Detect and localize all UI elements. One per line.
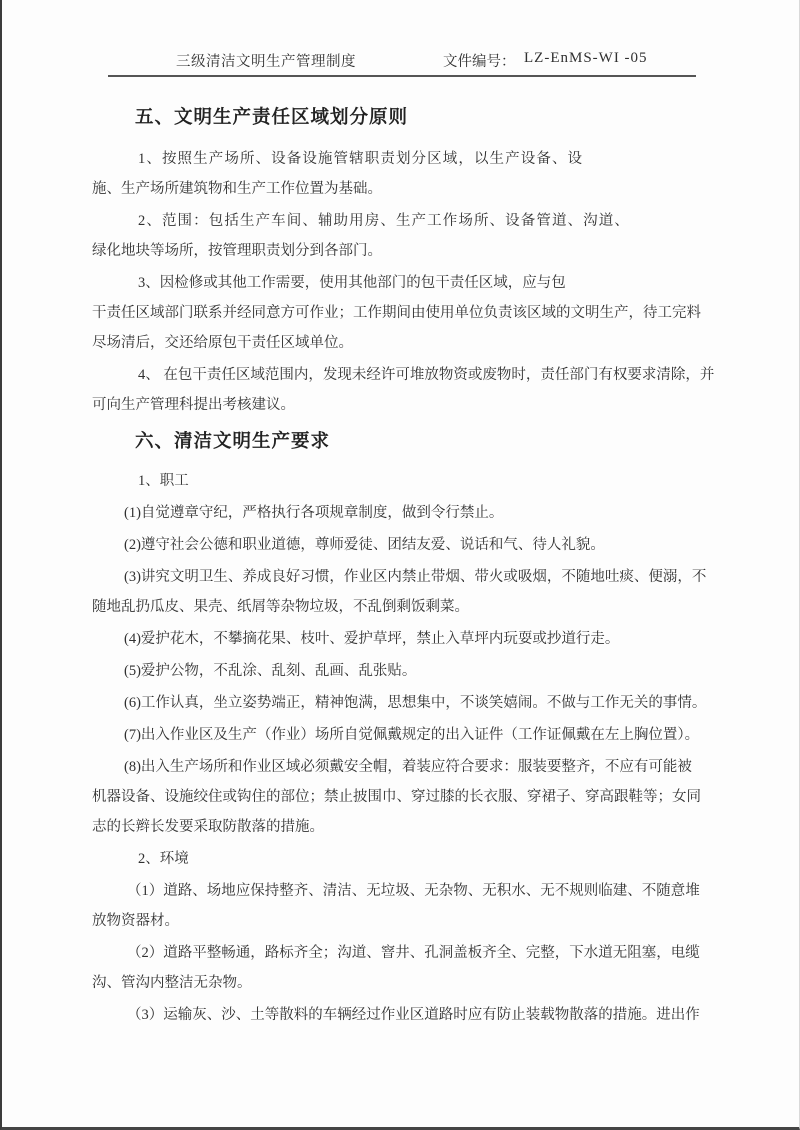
paragraph xyxy=(92,938,714,998)
paragraph-line: 1、按照生产场所、设备设施管辖职责划分区域，以生产设备、设 xyxy=(138,151,584,167)
paragraph xyxy=(92,360,714,420)
sub-heading xyxy=(92,466,714,496)
header-document-title: 三级清洁文明生产管理制度 xyxy=(176,54,356,70)
paragraph-line: 干责任区域部门联系并经同意方可作业；工作期间由使用单位负责该区域的文明生产，待工完料 xyxy=(92,305,701,321)
paragraph-line: 随地乱扔瓜皮、果壳、纸屑等杂物垃圾，不乱倒剩饭剩菜。 xyxy=(92,599,469,615)
paragraph xyxy=(92,752,714,842)
section-heading: 六、清洁文明生产要求 xyxy=(135,432,331,452)
paragraph xyxy=(92,144,714,204)
header-rule xyxy=(108,75,696,77)
paragraph xyxy=(92,1000,714,1030)
paragraph-line: 2、环境 xyxy=(138,851,189,867)
paragraph-line: （2）道路平整畅通，路标齐全；沟道、窨井、孔洞盖板齐全、完整，下水道无阻塞，电缆 xyxy=(127,945,700,961)
paragraph-line: 3、因检修或其他工作需要，使用其他部门的包干责任区域，应与包 xyxy=(138,275,566,291)
paragraph-line: 放物资器材。 xyxy=(92,913,179,929)
paragraph-line: 可向生产管理科提出考核建议。 xyxy=(92,397,295,413)
paragraph xyxy=(92,720,714,750)
paragraph-line: （1）道路、场地应保持整齐、清洁、无垃圾、无杂物、无积水、无不规则临建、不随意堆 xyxy=(127,883,700,899)
header-doc-number-label: 文件编号： xyxy=(443,54,516,70)
paragraph-line: (6)工作认真，坐立姿势端正，精神饱满，思想集中，不谈笑嬉闹。不做与工作无关的事情。 xyxy=(124,695,707,711)
section-heading: 五、文明生产责任区域划分原则 xyxy=(135,108,409,128)
paragraph xyxy=(92,530,714,560)
paragraph xyxy=(92,624,714,654)
paragraph xyxy=(92,876,714,936)
paragraph-line: (4)爱护花木，不攀摘花果、枝叶、爱护草坪，禁止入草坪内玩耍或抄道行走。 xyxy=(124,631,620,647)
paragraph-line: 绿化地块等场所，按管理职责划分到各部门。 xyxy=(92,243,382,259)
paragraph-line: 尽场清后，交还给原包干责任区域单位。 xyxy=(92,335,353,351)
paragraph-line: 沟、管沟内整洁无杂物。 xyxy=(92,975,252,991)
paragraph-line: （3）运输灰、沙、土等散料的车辆经过作业区道路时应有防止装载物散落的措施。进出作 xyxy=(127,1007,700,1023)
paragraph-line: 施、生产场所建筑物和生产工作位置为基础。 xyxy=(92,181,382,197)
paragraph xyxy=(92,562,714,622)
paragraph xyxy=(92,268,714,358)
paragraph xyxy=(92,498,714,528)
paragraph-line: (2)遵守社会公德和职业道德，尊师爱徒、团结友爱、说话和气、待人礼貌。 xyxy=(124,537,605,553)
paragraph xyxy=(92,206,714,266)
sub-heading xyxy=(92,844,714,874)
paragraph-line: 2、范围：包括生产车间、辅助用房、生产工作场所、设备管道、沟道、 xyxy=(138,213,630,229)
page-header xyxy=(2,0,799,78)
paragraph-line: (7)出入作业区及生产（作业）场所自觉佩戴规定的出入证件（工作证佩戴在左上胸位置）。 xyxy=(124,727,700,743)
paragraph xyxy=(92,688,714,718)
paragraph-line: 4、 在包干责任区域范围内，发现未经许可堆放物资或废物时，责任部门有权要求清除，并 xyxy=(138,367,715,383)
paragraph-line: 志的长辫长发要采取防散落的措施。 xyxy=(92,819,324,835)
paragraph-line: (5)爱护公物，不乱涂、乱刻、乱画、乱张贴。 xyxy=(124,663,417,679)
paragraph-line: (3)讲究文明卫生、养成良好习惯，作业区内禁止带烟、带火或吸烟，不随地吐痰、便溺，不 xyxy=(124,569,707,585)
paragraph xyxy=(92,656,714,686)
paragraph-line: (8)出入生产场所和作业区域必须戴安全帽，着装应符合要求：服装要整齐，不应有可能被 xyxy=(124,759,692,775)
header-doc-number-value: LZ-EnMS-WI -05 xyxy=(524,50,648,66)
paragraph-line: 机器设备、设施绞住或钩住的部位；禁止披围巾、穿过膝的长衣服、穿裙子、穿高跟鞋等；女同 xyxy=(92,789,701,805)
document-body xyxy=(92,104,714,1030)
paragraph-line: (1)自觉遵章守纪，严格执行各项规章制度，做到令行禁止。 xyxy=(124,505,504,521)
paragraph-line: 1、职工 xyxy=(138,473,189,489)
